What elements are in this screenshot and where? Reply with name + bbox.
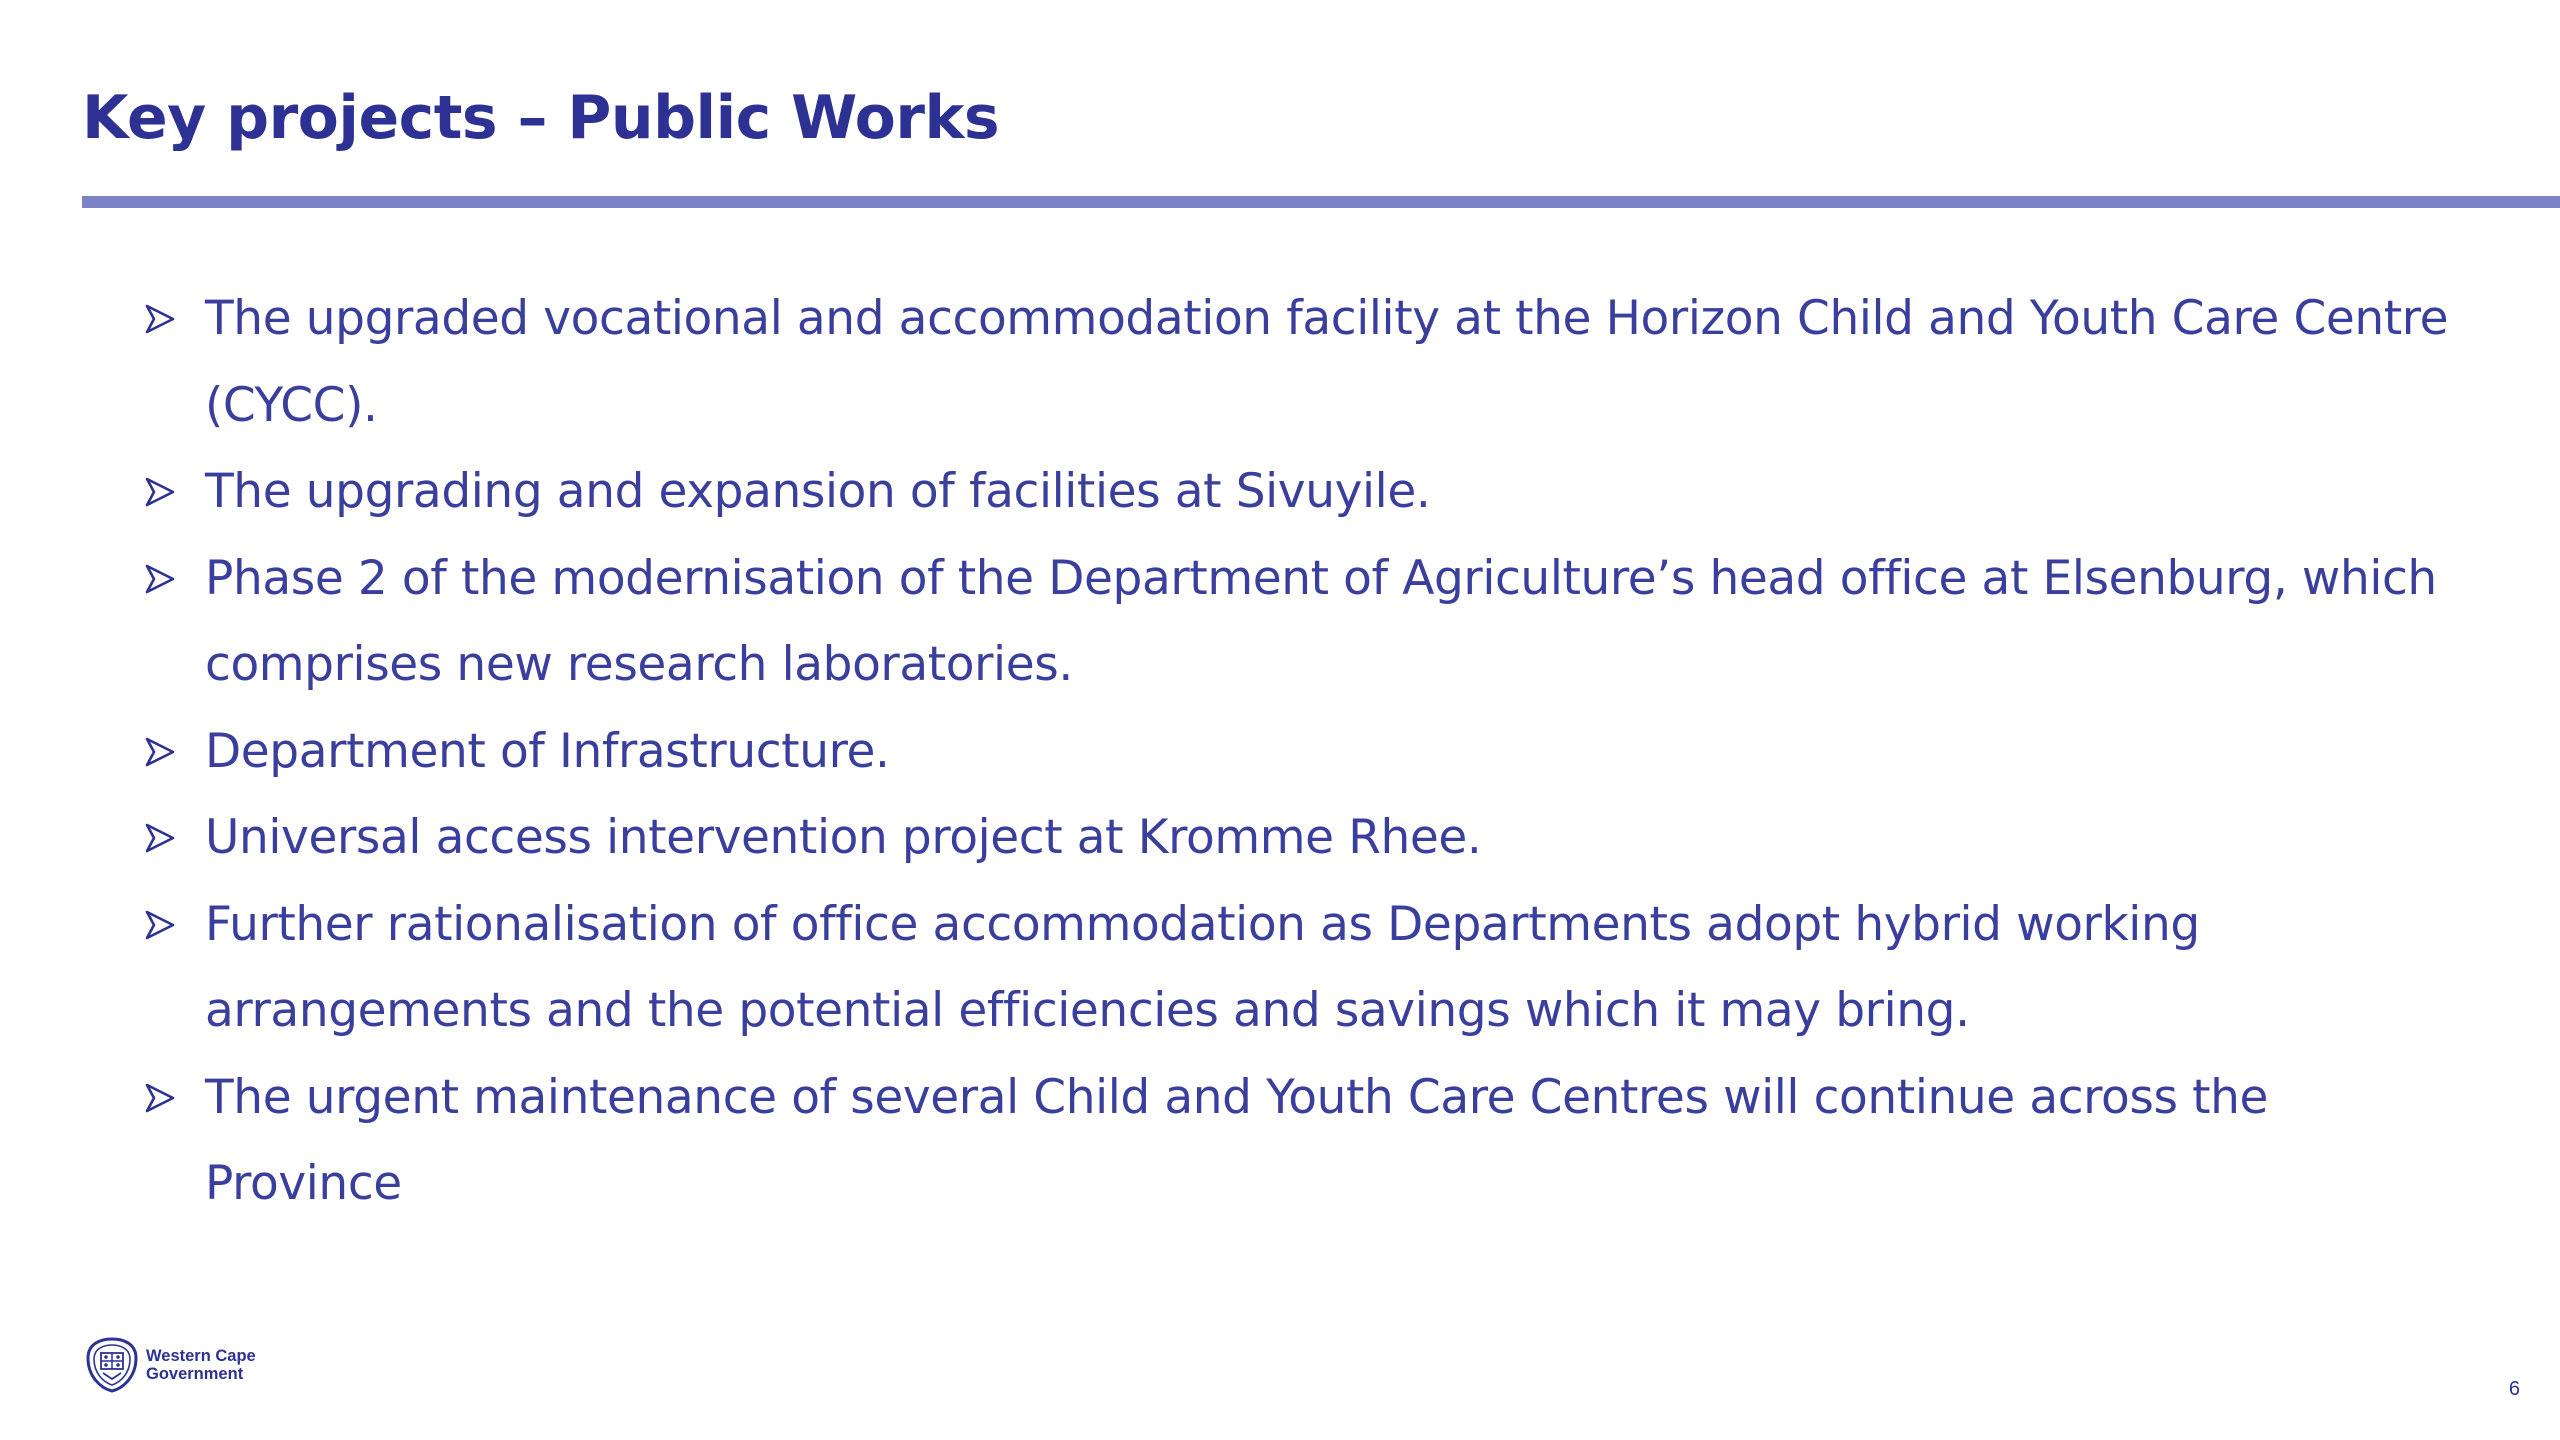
crest-icon: [84, 1336, 140, 1394]
arrow-bullet-icon: [145, 910, 175, 940]
bullet-item: [145, 1055, 2475, 1228]
bullet-item: [145, 449, 2475, 536]
arrow-bullet-icon: [145, 737, 175, 767]
bullet-text: Department of Infrastructure.: [205, 723, 890, 779]
bullet-item: [145, 795, 2475, 882]
bullet-item: [145, 882, 2475, 1055]
title-divider: [82, 196, 2560, 208]
bullet-item: [145, 276, 2475, 449]
arrow-bullet-icon: [145, 304, 175, 334]
bullet-item: [145, 536, 2475, 709]
slide-title: Key projects – Public Works: [82, 83, 1000, 153]
bullet-text: Universal access intervention project at Kromme Rhee.: [205, 810, 1482, 865]
western-cape-government-logo: [84, 1336, 256, 1394]
logo-line-1: Western Cape: [146, 1347, 256, 1365]
bullet-text: Further rationalisation of office accommodation as Departments adopt hybrid working arrangements and the potential efficiencies and savings which it may bring.: [205, 896, 2200, 1038]
logo-text: [146, 1347, 256, 1383]
page-number: 6: [2508, 1378, 2520, 1400]
logo-line-2: Government: [146, 1365, 244, 1383]
bullet-text: The urgent maintenance of several Child and Youth Care Centres will continue across the Province: [205, 1069, 2269, 1211]
arrow-bullet-icon: [145, 564, 175, 594]
arrow-bullet-icon: [145, 1083, 175, 1113]
bullet-item: [145, 709, 2475, 796]
arrow-bullet-icon: [145, 477, 175, 507]
bullet-text: The upgrading and expansion of facilities at Sivuyile.: [205, 464, 1431, 519]
bullet-list: [145, 276, 2475, 1228]
bullet-text: The upgraded vocational and accommodation facility at the Horizon Child and Youth Care Centre (CYCC).: [205, 291, 2449, 433]
arrow-bullet-icon: [145, 823, 175, 853]
bullet-text: Phase 2 of the modernisation of the Department of Agriculture’s head office at Elsenburg, which comprises new research laboratories.: [205, 550, 2437, 692]
